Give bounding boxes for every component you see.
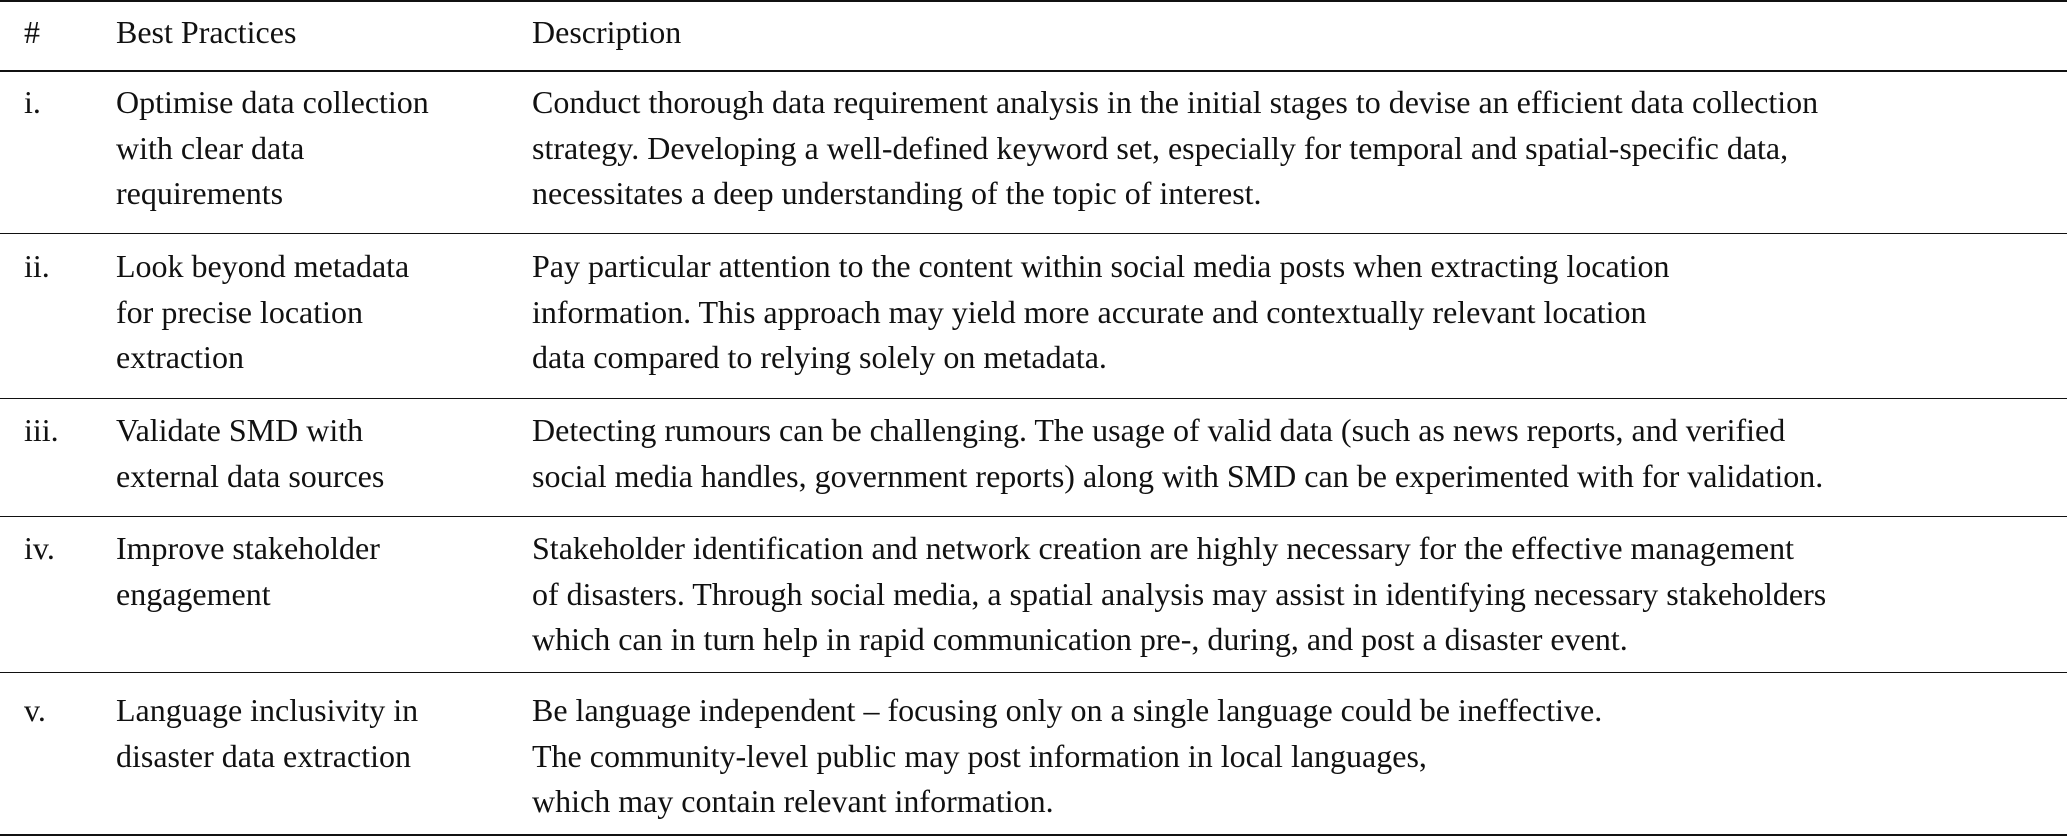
practice-line: Language inclusivity in [116,692,419,728]
header-description: Description [532,14,682,50]
practice-line: external data sources [116,457,385,494]
practice-line: Improve stakeholder [116,530,380,566]
top-rule [0,0,2067,2]
description-line: Stakeholder identification and network creation are highly necessary for the effective management [532,530,1794,566]
description-line: social media handles, government reports) along with SMD can be experimented with for validation. [532,457,1824,494]
row-number: ii. [24,248,50,284]
description-line: which may contain relevant information. [532,783,1054,819]
practice-line: Optimise data collection [116,84,429,120]
header-number: # [24,14,40,50]
practice-line: engagement [116,575,271,612]
row-rule [0,398,2067,399]
row-number: iv. [24,530,55,566]
practice-line: Validate SMD with [116,412,364,448]
bottom-rule [0,834,2067,836]
description-line: Detecting rumours can be challenging. The usage of valid data (such as news reports, and verified [532,412,1786,448]
description-line: of disasters. Through social media, a spatial analysis may assist in identifying necessary stakeholders [532,575,1827,612]
description-line: Pay particular attention to the content within social media posts when extracting location [532,248,1670,284]
description-line: strategy. Developing a well-defined keyword set, especially for temporal and spatial-specific data, [532,129,1789,166]
practice-line: disaster data extraction [116,737,411,774]
practice-line: for precise location [116,293,363,330]
header-rule [0,70,2067,72]
row-number: i. [24,84,41,120]
row-rule [0,672,2067,673]
description-line: The community-level public may post information in local languages, [532,737,1427,774]
practice-line: requirements [116,175,284,211]
practice-line: with clear data [116,129,305,166]
row-rule [0,516,2067,517]
description-line: which can in turn help in rapid communication pre-, during, and post a disaster event. [532,621,1628,657]
practice-line: Look beyond metadata [116,248,410,284]
description-line: necessitates a deep understanding of the topic of interest. [532,175,1262,211]
description-line: Conduct thorough data requirement analysis in the initial stages to devise an efficient data collection [532,84,1819,120]
description-line: data compared to relying solely on metadata. [532,339,1107,375]
row-number: iii. [24,412,59,448]
header-best-practices: Best Practices [116,14,297,50]
practice-line: extraction [116,339,244,375]
description-line: information. This approach may yield more accurate and contextually relevant location [532,293,1647,330]
row-number: v. [24,692,46,728]
description-line: Be language independent – focusing only on a single language could be ineffective. [532,692,1603,728]
row-rule [0,233,2067,234]
